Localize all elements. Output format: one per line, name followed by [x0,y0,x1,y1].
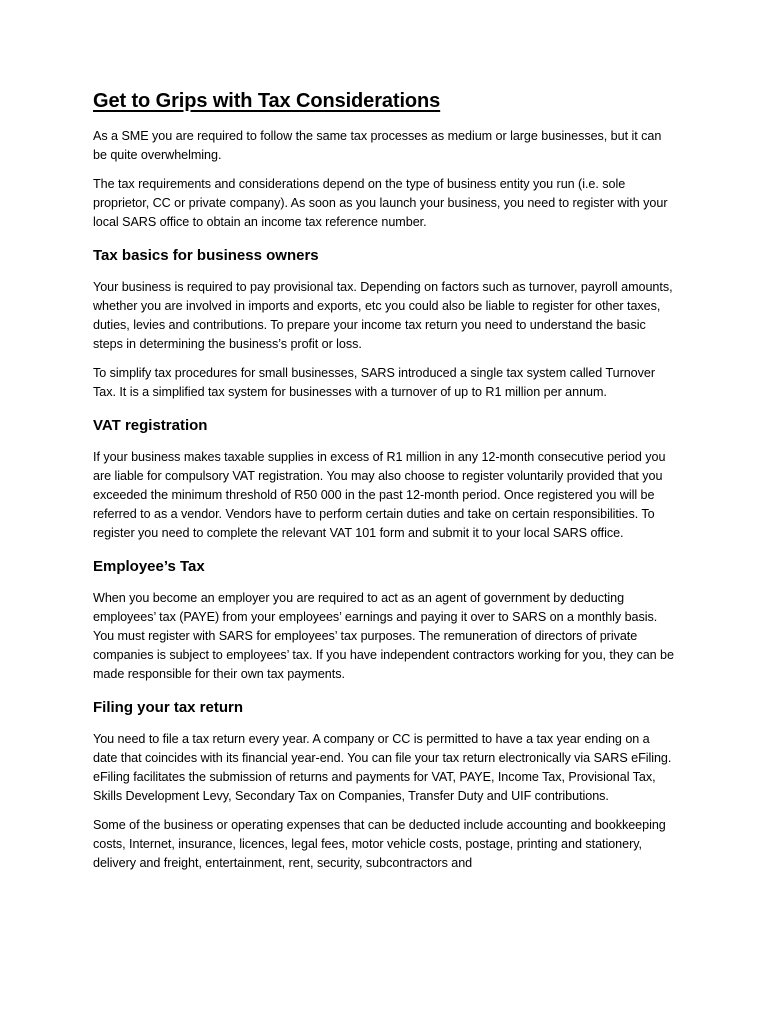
section-heading-employees-tax: Employee’s Tax [93,558,205,575]
section-heading-filing-tax-return: Filing your tax return [93,699,244,716]
intro-paragraph: As a SME you are required to follow the same tax processes as medium or large businesses, but it can be quite overwhelming. [93,129,662,162]
section-paragraph: To simplify tax procedures for small businesses, SARS introduced a single tax system called Turnover Tax. It is a simplified tax system for businesses with a turnover of up to R1 million per annum. [93,366,655,399]
section-paragraph: Your business is required to pay provisional tax. Depending on factors such as turnover, payroll amounts, whether you are involved in imports and exports, etc you could also be liable to register for other taxes, duties, levies and contributions. To prepare your income tax return you need to understand the basic steps in determining the business’s profit or loss. [93,280,673,351]
section-heading-tax-basics: Tax basics for business owners [93,247,319,264]
intro-paragraph: The tax requirements and considerations depend on the type of business entity you run (i.e. sole proprietor, CC or private company). As soon as you launch your business, you need to register with your local SARS office to obtain an income tax reference number. [93,177,668,229]
section-paragraph: If your business makes taxable supplies in excess of R1 million in any 12-month consecutive period you are liable for compulsory VAT registration. You may also choose to register voluntarily provided that you exceeded the minimum threshold of R50 000 in the past 12-month period. Once registered you will be referred to as a vendor. Vendors have to perform certain duties and take on certain responsibilities. To register you need to complete the relevant VAT 101 form and submit it to your local SARS office. [93,450,666,540]
section-paragraph: When you become an employer you are required to act as an agent of government by deducting employees’ tax (PAYE) from your employees’ earnings and paying it over to SARS on a monthly basis. You must register with SARS for employees’ tax purposes. The remuneration of directors of private companies is subject to employees’ tax. If you have independent contractors working for you, they can be made responsible for their own tax payments. [93,591,674,681]
section-paragraph: You need to file a tax return every year. A company or CC is permitted to have a tax year ending on a date that coincides with its financial year-end. You can file your tax return electronically via SARS eFiling. eFiling facilitates the submission of returns and payments for VAT, PAYE, Income Tax, Provisional Tax, Skills Development Levy, Secondary Tax on Companies, Transfer Duty and UIF contributions. [93,732,672,803]
page-title: Get to Grips with Tax Considerations [93,90,441,112]
section-paragraph: Some of the business or operating expenses that can be deducted include accounting and bookkeeping costs, Internet, insurance, licences, legal fees, motor vehicle costs, postage, printing and stationery, delivery and freight, entertainment, rent, security, subcontractors and [93,818,666,870]
section-heading-vat-registration: VAT registration [93,417,208,434]
